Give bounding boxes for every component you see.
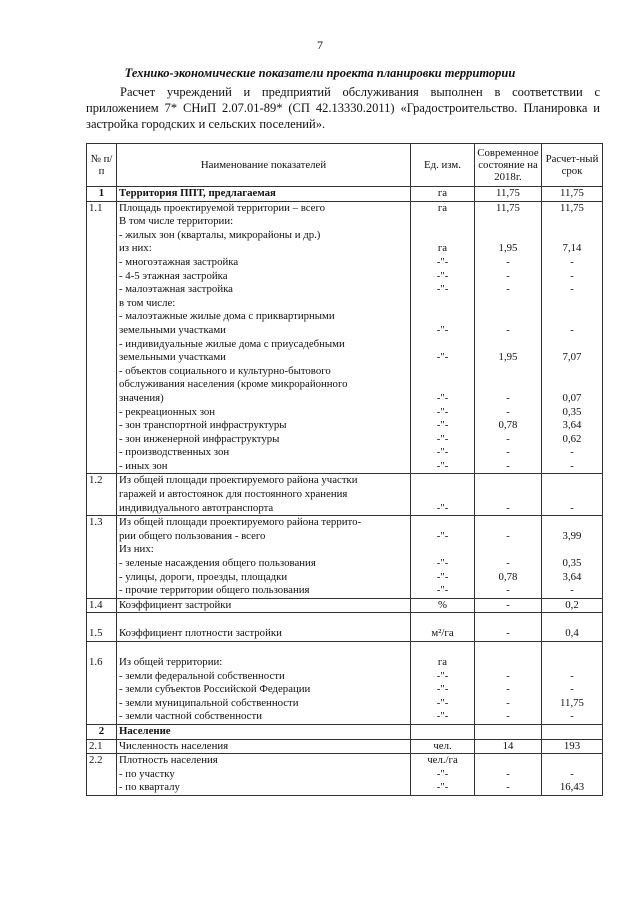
- cell-number: [87, 324, 117, 338]
- cell-name: земельными участками: [117, 351, 411, 365]
- cell-unit: -"-: [411, 584, 475, 598]
- cell-number: [87, 297, 117, 311]
- cell-name: - земли субъектов Российской Федерации: [117, 683, 411, 697]
- table-row: [87, 392, 603, 406]
- cell-number: [87, 365, 117, 379]
- cell-calc: 0,62: [542, 433, 603, 447]
- cell-current: -: [475, 627, 542, 641]
- spacer-row: [87, 642, 603, 657]
- cell-calc: 3,64: [542, 419, 603, 433]
- cell-name: - прочие территории общего пользования: [117, 584, 411, 598]
- cell-unit: [411, 215, 475, 229]
- cell-number: [87, 670, 117, 684]
- cell-name: обслуживания населения (кроме микрорайонного: [117, 378, 411, 392]
- cell-calc: 7,07: [542, 351, 603, 365]
- cell-number: [87, 242, 117, 256]
- cell-current: -: [475, 270, 542, 284]
- cell-calc: [542, 297, 603, 311]
- table-body: [87, 187, 603, 796]
- cell-number: [87, 768, 117, 782]
- cell-calc: 3,64: [542, 571, 603, 585]
- table-row: [87, 378, 603, 392]
- cell-unit: [411, 365, 475, 379]
- cell-unit: -"-: [411, 670, 475, 684]
- cell-current: -: [475, 256, 542, 270]
- cell-name: из них:: [117, 242, 411, 256]
- cell-number: 1.1: [87, 201, 117, 215]
- spacer-cell: [411, 642, 475, 657]
- cell-calc: 7,14: [542, 242, 603, 256]
- cell-name: - зон инженерной инфраструктуры: [117, 433, 411, 447]
- spacer-cell: [117, 613, 411, 628]
- cell-calc: [542, 543, 603, 557]
- table-header-row: [87, 144, 603, 187]
- table-row: [87, 229, 603, 243]
- table-row: [87, 488, 603, 502]
- cell-calc: [542, 215, 603, 229]
- cell-name: - зеленые насаждения общего пользования: [117, 557, 411, 571]
- cell-unit: [411, 724, 475, 739]
- cell-calc: -: [542, 446, 603, 460]
- cell-number: 1.6: [87, 656, 117, 670]
- cell-current: -: [475, 530, 542, 544]
- cell-name: гаражей и автостоянок для постоянного хранения: [117, 488, 411, 502]
- cell-current: -: [475, 584, 542, 598]
- cell-number: 2: [87, 724, 117, 739]
- cell-calc: [542, 378, 603, 392]
- table-row: [87, 543, 603, 557]
- table-row: [87, 351, 603, 365]
- cell-name: - улицы, дороги, проезды, площадки: [117, 571, 411, 585]
- cell-unit: -"-: [411, 351, 475, 365]
- cell-unit: [411, 543, 475, 557]
- cell-name: Из общей площади проектируемого района участки: [117, 474, 411, 488]
- cell-name: Население: [117, 724, 411, 739]
- cell-name: - объектов социального и культурно-бытового: [117, 365, 411, 379]
- table-row: [87, 365, 603, 379]
- table-row: [87, 754, 603, 768]
- cell-number: [87, 571, 117, 585]
- cell-calc: -: [542, 670, 603, 684]
- cell-number: [87, 351, 117, 365]
- cell-calc: [542, 365, 603, 379]
- table-row: [87, 187, 603, 202]
- cell-unit: -"-: [411, 768, 475, 782]
- cell-current: -: [475, 392, 542, 406]
- cell-unit: -"-: [411, 283, 475, 297]
- header-current: Современное состояние на 2018г.: [475, 144, 542, 187]
- spacer-cell: [87, 613, 117, 628]
- cell-number: [87, 256, 117, 270]
- cell-unit: [411, 474, 475, 488]
- cell-unit: -"-: [411, 460, 475, 474]
- table-row: [87, 502, 603, 516]
- cell-current: 0,78: [475, 419, 542, 433]
- cell-unit: [411, 378, 475, 392]
- table-row: [87, 670, 603, 684]
- cell-name: - земли федеральной собственности: [117, 670, 411, 684]
- cell-name: - производственных зон: [117, 446, 411, 460]
- table-row: [87, 598, 603, 613]
- cell-current: [475, 488, 542, 502]
- spacer-cell: [411, 613, 475, 628]
- cell-current: -: [475, 460, 542, 474]
- table-row: [87, 419, 603, 433]
- cell-unit: -"-: [411, 406, 475, 420]
- cell-unit: чел./га: [411, 754, 475, 768]
- cell-number: 2.1: [87, 739, 117, 754]
- cell-number: [87, 697, 117, 711]
- cell-current: -: [475, 710, 542, 724]
- cell-number: [87, 338, 117, 352]
- cell-calc: -: [542, 460, 603, 474]
- cell-calc: 3,99: [542, 530, 603, 544]
- spacer-cell: [475, 613, 542, 628]
- table-row: [87, 338, 603, 352]
- cell-name: - 4-5 этажная застройка: [117, 270, 411, 284]
- header-unit: Ед. изм.: [411, 144, 475, 187]
- cell-number: [87, 419, 117, 433]
- cell-calc: 11,75: [542, 201, 603, 215]
- cell-calc: [542, 516, 603, 530]
- spacer-row: [87, 613, 603, 628]
- cell-unit: -"-: [411, 256, 475, 270]
- cell-unit: га: [411, 656, 475, 670]
- cell-current: 11,75: [475, 187, 542, 202]
- cell-current: -: [475, 598, 542, 613]
- table-row: [87, 516, 603, 530]
- cell-name: - жилых зон (кварталы, микрорайоны и др.): [117, 229, 411, 243]
- cell-current: 11,75: [475, 201, 542, 215]
- header-calc: Расчет-ный срок: [542, 144, 603, 187]
- header-name: Наименование показателей: [117, 144, 411, 187]
- cell-number: [87, 229, 117, 243]
- spacer-cell: [542, 642, 603, 657]
- table-row: [87, 270, 603, 284]
- cell-unit: [411, 516, 475, 530]
- cell-calc: [542, 229, 603, 243]
- cell-unit: -"-: [411, 502, 475, 516]
- cell-number: [87, 710, 117, 724]
- cell-number: [87, 406, 117, 420]
- cell-number: [87, 683, 117, 697]
- cell-current: -: [475, 446, 542, 460]
- cell-number: [87, 557, 117, 571]
- cell-unit: -"-: [411, 683, 475, 697]
- cell-unit: м²/га: [411, 627, 475, 641]
- cell-current: [475, 656, 542, 670]
- cell-number: 1.2: [87, 474, 117, 488]
- cell-current: 14: [475, 739, 542, 754]
- cell-number: [87, 310, 117, 324]
- table-row: [87, 710, 603, 724]
- cell-calc: 11,75: [542, 187, 603, 202]
- cell-current: -: [475, 283, 542, 297]
- cell-calc: -: [542, 283, 603, 297]
- cell-name: Коэффициент плотности застройки: [117, 627, 411, 641]
- cell-unit: -"-: [411, 324, 475, 338]
- cell-current: -: [475, 670, 542, 684]
- cell-current: [475, 229, 542, 243]
- table-row: [87, 781, 603, 795]
- spacer-cell: [117, 642, 411, 657]
- cell-current: -: [475, 683, 542, 697]
- cell-name: значения): [117, 392, 411, 406]
- cell-unit: -"-: [411, 781, 475, 795]
- cell-unit: -"-: [411, 446, 475, 460]
- cell-current: [475, 474, 542, 488]
- cell-current: -: [475, 433, 542, 447]
- cell-number: 1.3: [87, 516, 117, 530]
- cell-calc: -: [542, 710, 603, 724]
- cell-name: Численность населения: [117, 739, 411, 754]
- cell-current: [475, 516, 542, 530]
- table-row: [87, 283, 603, 297]
- table-row: [87, 433, 603, 447]
- table-row: [87, 739, 603, 754]
- cell-name: - зон транспортной инфраструктуры: [117, 419, 411, 433]
- table-row: [87, 571, 603, 585]
- cell-name: в том числе:: [117, 297, 411, 311]
- cell-unit: %: [411, 598, 475, 613]
- cell-calc: -: [542, 768, 603, 782]
- cell-name: Территория ППТ, предлагаемая: [117, 187, 411, 202]
- cell-unit: [411, 297, 475, 311]
- cell-name: - рекреационных зон: [117, 406, 411, 420]
- cell-current: -: [475, 324, 542, 338]
- cell-name: В том числе территории:: [117, 215, 411, 229]
- page-number: 7: [317, 38, 323, 52]
- table-row: [87, 656, 603, 670]
- cell-name: Плотность населения: [117, 754, 411, 768]
- cell-name: Из общей площади проектируемого района террито-: [117, 516, 411, 530]
- cell-number: [87, 488, 117, 502]
- table-row: [87, 530, 603, 544]
- table-row: [87, 474, 603, 488]
- cell-name: - земли частной собственности: [117, 710, 411, 724]
- cell-number: 2.2: [87, 754, 117, 768]
- cell-name: - малоэтажная застройка: [117, 283, 411, 297]
- table-row: [87, 324, 603, 338]
- cell-current: 0,78: [475, 571, 542, 585]
- cell-calc: 16,43: [542, 781, 603, 795]
- indicators-table: [86, 143, 603, 796]
- spacer-cell: [475, 642, 542, 657]
- cell-current: -: [475, 768, 542, 782]
- cell-calc: [542, 338, 603, 352]
- cell-unit: га: [411, 187, 475, 202]
- document-title: Технико-экономические показатели проекта планировки территории: [124, 66, 516, 80]
- cell-current: [475, 215, 542, 229]
- cell-current: [475, 378, 542, 392]
- cell-calc: [542, 656, 603, 670]
- cell-unit: -"-: [411, 270, 475, 284]
- cell-number: [87, 270, 117, 284]
- table-row: [87, 697, 603, 711]
- cell-calc: 193: [542, 739, 603, 754]
- cell-unit: [411, 338, 475, 352]
- cell-number: [87, 584, 117, 598]
- table-row: [87, 406, 603, 420]
- cell-number: 1.5: [87, 627, 117, 641]
- cell-name: рии общего пользования - всего: [117, 530, 411, 544]
- intro-paragraph: [86, 84, 600, 132]
- cell-name: Коэффициент застройки: [117, 598, 411, 613]
- cell-calc: [542, 754, 603, 768]
- cell-name: земельными участками: [117, 324, 411, 338]
- cell-unit: чел.: [411, 739, 475, 754]
- cell-unit: га: [411, 201, 475, 215]
- table-row: [87, 584, 603, 598]
- cell-name: - земли муниципальной собственности: [117, 697, 411, 711]
- cell-current: -: [475, 697, 542, 711]
- table-row: [87, 627, 603, 641]
- cell-unit: [411, 310, 475, 324]
- cell-number: [87, 781, 117, 795]
- cell-name: - многоэтажная застройка: [117, 256, 411, 270]
- cell-current: -: [475, 502, 542, 516]
- table-row: [87, 460, 603, 474]
- cell-current: [475, 338, 542, 352]
- table-row: [87, 242, 603, 256]
- table-row: [87, 256, 603, 270]
- cell-calc: [542, 474, 603, 488]
- cell-unit: -"-: [411, 710, 475, 724]
- cell-calc: 0,35: [542, 557, 603, 571]
- cell-current: [475, 310, 542, 324]
- cell-calc: -: [542, 683, 603, 697]
- cell-number: [87, 392, 117, 406]
- cell-number: [87, 378, 117, 392]
- cell-name: - по участку: [117, 768, 411, 782]
- cell-calc: [542, 310, 603, 324]
- cell-current: [475, 365, 542, 379]
- cell-calc: -: [542, 324, 603, 338]
- cell-calc: 0,2: [542, 598, 603, 613]
- table-row: [87, 310, 603, 324]
- cell-unit: га: [411, 242, 475, 256]
- cell-calc: -: [542, 584, 603, 598]
- table-row: [87, 446, 603, 460]
- cell-unit: [411, 488, 475, 502]
- cell-unit: -"-: [411, 571, 475, 585]
- cell-number: [87, 502, 117, 516]
- cell-number: [87, 446, 117, 460]
- cell-calc: 0,4: [542, 627, 603, 641]
- cell-unit: -"-: [411, 530, 475, 544]
- intro-text: Расчет учреждений и предприятий обслуживания выполнен в соответствии с приложением 7* СНиП 2.07.01-89* (СП 42.13330.2011) «Градостроительство. Планировка и застройка городских и сельских поселений».: [86, 85, 600, 131]
- cell-current: [475, 297, 542, 311]
- cell-calc: -: [542, 502, 603, 516]
- cell-name: - иных зон: [117, 460, 411, 474]
- cell-name: Из общей территории:: [117, 656, 411, 670]
- cell-unit: -"-: [411, 392, 475, 406]
- cell-calc: [542, 724, 603, 739]
- cell-name: индивидуального автотранспорта: [117, 502, 411, 516]
- header-number: № п/п: [87, 144, 117, 187]
- cell-current: [475, 543, 542, 557]
- cell-name: - по кварталу: [117, 781, 411, 795]
- cell-current: [475, 724, 542, 739]
- table-row: [87, 297, 603, 311]
- table-row: [87, 557, 603, 571]
- cell-number: 1.4: [87, 598, 117, 613]
- spacer-cell: [542, 613, 603, 628]
- cell-current: -: [475, 406, 542, 420]
- cell-current: -: [475, 557, 542, 571]
- cell-current: 1,95: [475, 242, 542, 256]
- cell-number: [87, 283, 117, 297]
- cell-current: 1,95: [475, 351, 542, 365]
- cell-unit: -"-: [411, 557, 475, 571]
- cell-name: - малоэтажные жилые дома с приквартирными: [117, 310, 411, 324]
- cell-number: [87, 433, 117, 447]
- table-row: [87, 201, 603, 215]
- cell-number: [87, 460, 117, 474]
- cell-number: 1: [87, 187, 117, 202]
- cell-calc: -: [542, 270, 603, 284]
- table-row: [87, 215, 603, 229]
- cell-name: Площадь проектируемой территории – всего: [117, 201, 411, 215]
- cell-calc: 11,75: [542, 697, 603, 711]
- table-row: [87, 683, 603, 697]
- cell-calc: -: [542, 256, 603, 270]
- cell-current: [475, 754, 542, 768]
- cell-unit: -"-: [411, 419, 475, 433]
- cell-name: - индивидуальные жилые дома с приусадебными: [117, 338, 411, 352]
- cell-number: [87, 530, 117, 544]
- cell-calc: [542, 488, 603, 502]
- cell-number: [87, 215, 117, 229]
- cell-current: -: [475, 781, 542, 795]
- cell-number: [87, 543, 117, 557]
- cell-calc: 0,07: [542, 392, 603, 406]
- table-row: [87, 768, 603, 782]
- cell-name: Из них:: [117, 543, 411, 557]
- cell-unit: [411, 229, 475, 243]
- spacer-cell: [87, 642, 117, 657]
- cell-calc: 0,35: [542, 406, 603, 420]
- cell-unit: -"-: [411, 433, 475, 447]
- table-row: [87, 724, 603, 739]
- cell-unit: -"-: [411, 697, 475, 711]
